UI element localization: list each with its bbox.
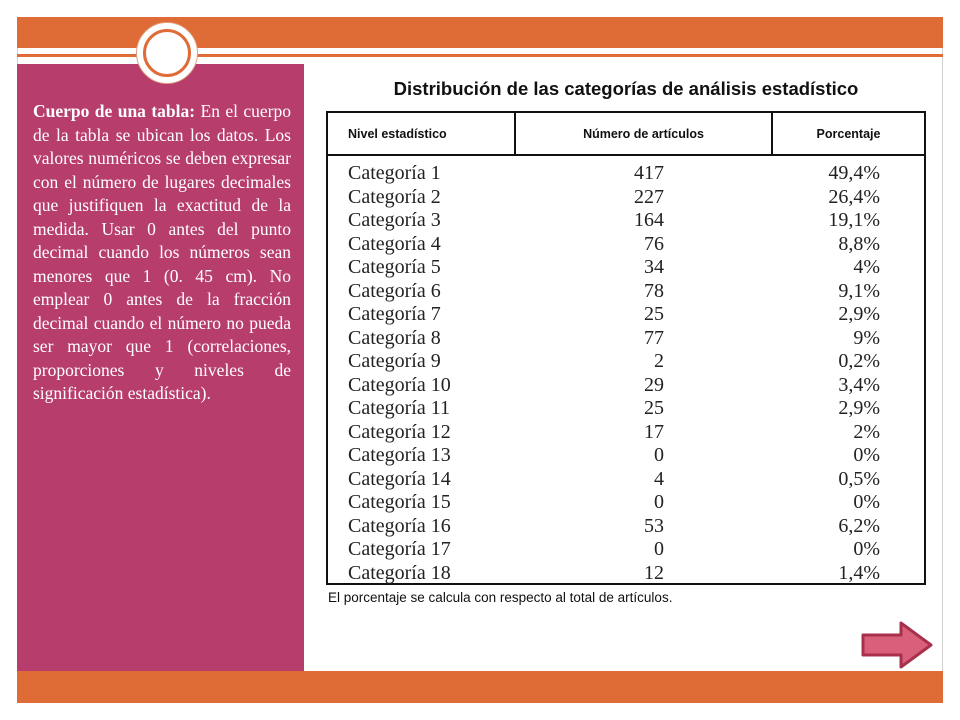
cell-percent: 0% bbox=[853, 444, 880, 466]
table-row bbox=[328, 374, 924, 398]
table-row bbox=[328, 209, 924, 233]
cell-count: 25 bbox=[644, 303, 664, 325]
cell-category: Categoría 14 bbox=[348, 467, 451, 490]
header-numero: Número de artículos bbox=[516, 113, 773, 156]
cell-count: 78 bbox=[644, 279, 664, 302]
header-porcentaje: Porcentaje bbox=[773, 113, 924, 156]
cell-count: 4 bbox=[654, 467, 664, 490]
cell-category: Categoría 9 bbox=[348, 350, 441, 372]
table-row bbox=[328, 562, 924, 586]
cell-percent: 2,9% bbox=[838, 303, 880, 325]
paragraph-text: En el cuerpo de la tabla se ubican los datos. Los valores numéricos se deben expresar con el número de lugares decimales que justifiquen la exactitud de la medida. Usar 0 antes del punto decimal cuando los números sean menores que 1 (0. 45 cm). No emplear 0 antes de la fracción decimal cuando el número no pueda ser mayor que 1 (correlaciones, proporciones y niveles de significación estadística). bbox=[33, 101, 292, 403]
table-row bbox=[328, 256, 924, 280]
cell-category: Categoría 1 bbox=[348, 162, 441, 184]
table-row bbox=[328, 491, 924, 515]
cell-category: Categoría 6 bbox=[348, 279, 441, 302]
bold-lead: Cuerpo de una tabla: bbox=[33, 101, 196, 121]
table-row bbox=[328, 280, 924, 304]
cell-count: 2 bbox=[654, 350, 664, 372]
cell-count: 17 bbox=[644, 420, 664, 443]
table-row bbox=[328, 327, 924, 351]
table-row bbox=[328, 397, 924, 421]
table-row bbox=[328, 468, 924, 492]
cell-category: Categoría 8 bbox=[348, 326, 441, 349]
cell-category: Categoría 12 bbox=[348, 420, 451, 443]
cell-percent: 8,8% bbox=[838, 232, 880, 255]
table-row bbox=[328, 515, 924, 539]
cell-percent: 9% bbox=[853, 326, 880, 349]
cell-category: Categoría 11 bbox=[348, 397, 451, 419]
cell-count: 227 bbox=[634, 185, 664, 208]
cell-percent: 0% bbox=[853, 491, 880, 513]
cell-count: 77 bbox=[644, 326, 664, 349]
table-row bbox=[328, 538, 924, 562]
cell-category: Categoría 15 bbox=[348, 491, 451, 513]
table-note: El porcentaje se calcula con respecto al total de artículos. bbox=[328, 590, 673, 605]
cell-percent: 3,4% bbox=[838, 373, 880, 396]
cell-percent: 19,1% bbox=[828, 209, 880, 231]
cell-percent: 2,9% bbox=[838, 397, 880, 419]
cell-count: 0 bbox=[654, 538, 664, 560]
cell-percent: 1,4% bbox=[838, 561, 880, 584]
cell-count: 417 bbox=[634, 162, 664, 184]
bottom-accent-bar bbox=[17, 671, 943, 703]
table-title: Distribución de las categorías de análisis estadístico bbox=[393, 78, 859, 99]
table-row bbox=[328, 303, 924, 327]
cell-count: 0 bbox=[654, 444, 664, 466]
data-table bbox=[326, 111, 926, 585]
cell-count: 0 bbox=[654, 491, 664, 513]
cell-percent: 0% bbox=[853, 538, 880, 560]
cell-category: Categoría 18 bbox=[348, 561, 451, 584]
cell-category: Categoría 10 bbox=[348, 373, 451, 396]
table-row bbox=[328, 162, 924, 186]
cell-category: Categoría 4 bbox=[348, 232, 441, 255]
decorative-circle-inner bbox=[143, 29, 191, 77]
cell-percent: 49,4% bbox=[828, 162, 880, 184]
cell-category: Categoría 16 bbox=[348, 514, 451, 537]
cell-category: Categoría 3 bbox=[348, 209, 441, 231]
cell-category: Categoría 2 bbox=[348, 185, 441, 208]
table-row bbox=[328, 421, 924, 445]
cell-category: Categoría 13 bbox=[348, 444, 451, 466]
cell-category: Categoría 7 bbox=[348, 303, 441, 325]
cell-count: 25 bbox=[644, 397, 664, 419]
cell-percent: 6,2% bbox=[838, 514, 880, 537]
cell-count: 53 bbox=[644, 514, 664, 537]
cell-count: 34 bbox=[644, 256, 664, 278]
cell-category: Categoría 17 bbox=[348, 538, 451, 560]
cell-count: 29 bbox=[644, 373, 664, 396]
cell-percent: 4% bbox=[853, 256, 880, 278]
cell-percent: 26,4% bbox=[828, 185, 880, 208]
table-row bbox=[328, 186, 924, 210]
header-nivel: Nivel estadístico bbox=[328, 113, 516, 156]
body-paragraph bbox=[33, 100, 291, 406]
cell-percent: 9,1% bbox=[838, 279, 880, 302]
cell-category: Categoría 5 bbox=[348, 256, 441, 278]
cell-count: 12 bbox=[644, 561, 664, 584]
table-body bbox=[328, 162, 924, 585]
table-row bbox=[328, 444, 924, 468]
table-row bbox=[328, 233, 924, 257]
cell-count: 164 bbox=[634, 209, 664, 231]
cell-count: 76 bbox=[644, 232, 664, 255]
cell-percent: 2% bbox=[853, 420, 880, 443]
cell-percent: 0,5% bbox=[838, 467, 880, 490]
cell-percent: 0,2% bbox=[838, 350, 880, 372]
table-row bbox=[328, 350, 924, 374]
right-arrow-icon[interactable] bbox=[861, 621, 933, 669]
